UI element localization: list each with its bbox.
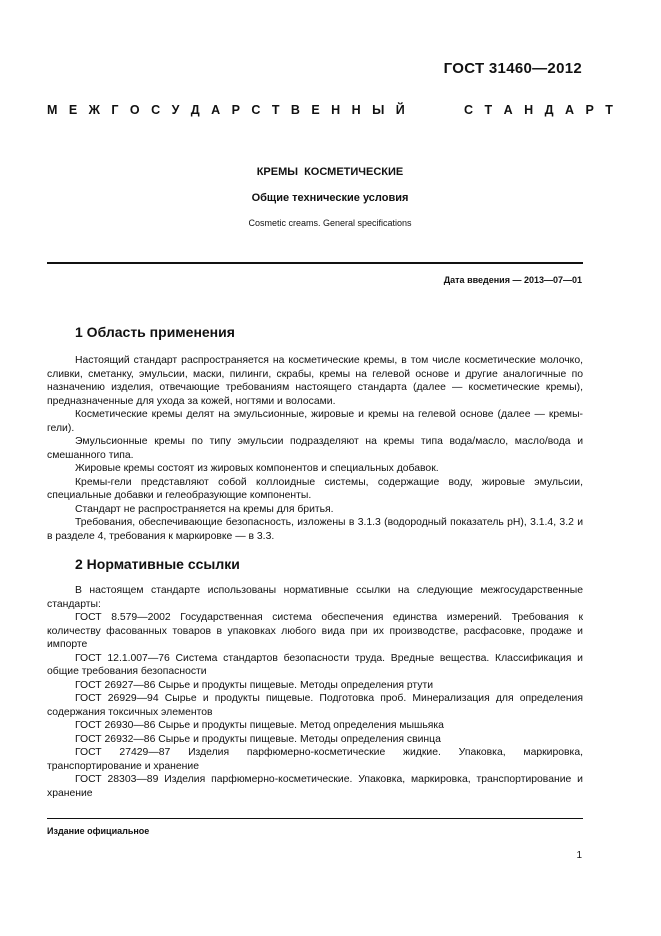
banner-letter: У — [171, 103, 180, 117]
section-normative-references — [47, 556, 583, 800]
reference-item: ГОСТ 8.579—2002 Государственная система обеспечения единства измерений. Требования к количеству фасованных товаров в упаковках любого вида при их производстве, расфасовке, продаже и импорте — [47, 612, 583, 650]
section-body — [47, 354, 583, 543]
paragraph: Требования, обеспечивающие безопасность, изложены в 3.1.3 (водородный показатель pH), 3.1.4, 3.2 и в разделе 4, требования к маркировке — в 3.3. — [47, 517, 583, 542]
introduction-date: Дата введения — 2013—07—01 — [443, 275, 582, 285]
banner-letter: А — [564, 103, 575, 117]
paragraph: Косметические кремы делят на эмульсионные, жировые и кремы на гелевой основе (далее — кремы-гели). — [47, 409, 583, 434]
edition-note: Издание официальное — [47, 826, 150, 836]
banner-letter: Ы — [372, 103, 385, 117]
banner-letter: В — [290, 103, 300, 117]
banner-letter: А — [211, 103, 221, 117]
banner-letter: Т — [484, 103, 493, 117]
paragraph: Стандарт не распространяется на кремы для бритья. — [75, 503, 334, 515]
banner-letter: Д — [190, 103, 200, 117]
reference-item: ГОСТ 12.1.007—76 Система стандартов безопасности труда. Вредные вещества. Классификация и общие требования безопасности — [47, 652, 583, 677]
banner-letter: Й — [395, 103, 405, 117]
page-number: 1 — [576, 850, 582, 861]
banner-letter: С — [464, 103, 474, 117]
paragraph: Жировые кремы состоят из жировых компонентов и специальных добавок. — [75, 463, 439, 474]
banner-letter: Т — [271, 103, 280, 117]
reference-item: ГОСТ 26932—86 Сырье и продукты пищевые. Методы определения свинца — [75, 733, 441, 745]
reference-item: ГОСТ 26929—94 Сырье и продукты пищевые. Подготовка проб. Минерализация для определения содержания токсичных элементов — [47, 693, 583, 718]
reference-item: ГОСТ 26930—86 Сырье и продукты пищевые. Метод определения мышьяка — [75, 720, 444, 731]
banner-letter: Н — [524, 103, 534, 117]
section-heading: 2 Нормативные ссылки — [75, 556, 240, 572]
reference-item: ГОСТ 28303—89 Изделия парфюмерно-косметические. Упаковка, маркировка, транспортирование и хранение — [47, 774, 583, 799]
footer-divider — [47, 818, 583, 819]
banner-letter: Е — [68, 103, 78, 117]
banner-letter: Ж — [88, 103, 100, 117]
reference-item: ГОСТ 26927—86 Сырье и продукты пищевые. Методы определения ртути — [75, 679, 434, 691]
banner-letter: С — [151, 103, 161, 117]
section-heading: 1 Область применения — [75, 324, 235, 340]
section-body — [47, 584, 583, 800]
paragraph: В настоящем стандарте использованы нормативные ссылки на следующие межгосударственные стандарты: — [47, 585, 583, 610]
banner-letter: М — [47, 103, 58, 117]
section-scope — [47, 324, 583, 543]
reference-item: ГОСТ 27429—87 Изделия парфюмерно-косметические жидкие. Упаковка, маркировка, транспортирование и хранение — [47, 747, 583, 772]
standard-type-banner — [47, 103, 613, 117]
document-title-english: Cosmetic creams. General specifications — [248, 218, 412, 228]
banner-letter: Н — [331, 103, 341, 117]
document-number: ГОСТ 31460—2012 — [443, 60, 582, 77]
banner-letter: Р — [231, 103, 240, 117]
title-divider — [47, 262, 583, 264]
banner-letter: Г — [111, 103, 119, 117]
banner-letter: С — [251, 103, 261, 117]
paragraph: Настоящий стандарт распространяется на косметические кремы, в том числе косметические молочко, сливки, сметанку, эмульсии, маски, пилинги, скрабы, кремы на гелевой основе и другие аналогичные по назначению изделия, отвечающие требованиям настоящего стандарта (далее — косметические кремы), предназначенные для ухода за кожей, ногтями и волосами. — [47, 355, 583, 407]
banner-letter: Д — [544, 103, 554, 117]
banner-letter: О — [129, 103, 140, 117]
banner-letter: Т — [605, 103, 613, 117]
paragraph: Кремы-гели представляют собой коллоидные системы, содержащие воду, жировые эмульсии, специальные добавки и гелеобразующие компоненты. — [47, 476, 583, 501]
banner-letter: Н — [351, 103, 361, 117]
banner-letter: А — [503, 103, 513, 117]
banner-letter: Р — [585, 103, 594, 117]
paragraph: Эмульсионные кремы по типу эмульсии подразделяют на кремы типа вода/масло, масло/вода и смешанного типа. — [47, 436, 583, 461]
document-title: КРЕМЫ КОСМЕТИЧЕСКИЕ — [256, 166, 404, 178]
banner-letter: Е — [311, 103, 320, 117]
banner-word-interstate — [47, 103, 405, 117]
banner-word-standard — [464, 103, 613, 117]
document-subtitle: Общие технические условия — [251, 192, 409, 204]
